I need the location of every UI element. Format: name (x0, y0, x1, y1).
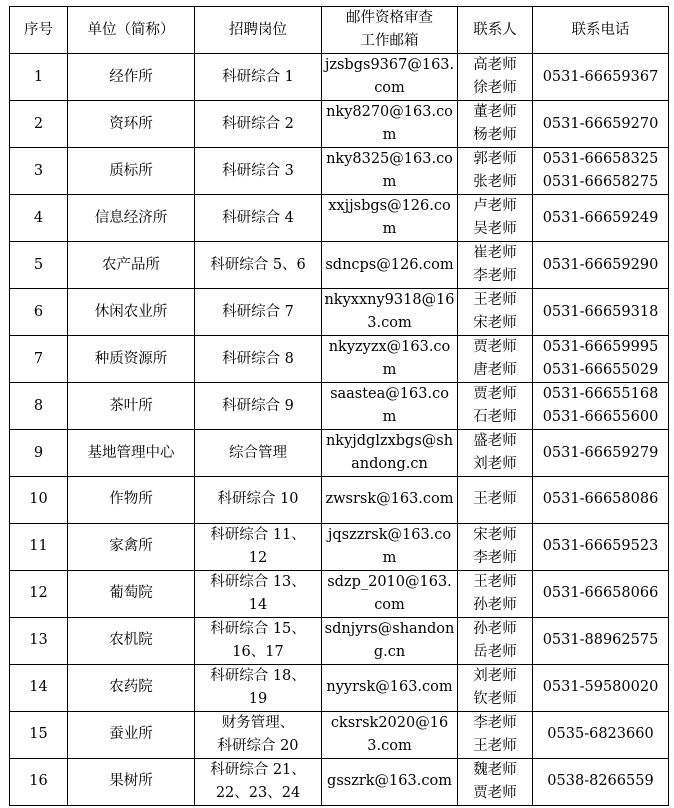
cell-contact: 王老师 孙老师 (458, 570, 533, 617)
cell-position: 科研综合 9 (195, 383, 322, 430)
cell-email: jqszzrsk@163.com (322, 523, 458, 570)
cell-position: 科研综合 8 (195, 336, 322, 383)
cell-number: 8 (10, 383, 68, 430)
table-row (10, 430, 669, 477)
cell-phone: 0531-66659367 (533, 54, 669, 101)
cell-unit: 农药院 (68, 664, 195, 711)
table-row (10, 242, 669, 289)
cell-number: 14 (10, 664, 68, 711)
cell-email: nkyjdglzxbgs@shandong.cn (322, 430, 458, 477)
cell-phone: 0531-66659523 (533, 523, 669, 570)
cell-email: nky8270@163.com (322, 101, 458, 148)
table-row (10, 101, 669, 148)
cell-email: nkyzyzx@163.com (322, 336, 458, 383)
cell-unit: 葡萄院 (68, 570, 195, 617)
cell-position: 科研综合 4 (195, 195, 322, 242)
cell-position: 科研综合 13、 14 (195, 570, 322, 617)
cell-email: sdncps@126.com (322, 242, 458, 289)
cell-number: 10 (10, 477, 68, 524)
cell-contact: 王老师 (458, 477, 533, 524)
cell-position: 综合管理 (195, 430, 322, 477)
cell-email: sdzp_2010@163.com (322, 570, 458, 617)
cell-position: 科研综合 1 (195, 54, 322, 101)
table-row (10, 617, 669, 664)
cell-number: 3 (10, 148, 68, 195)
cell-contact: 魏老师 贾老师 (458, 758, 533, 805)
cell-phone: 0531-66659290 (533, 242, 669, 289)
cell-position: 科研综合 3 (195, 148, 322, 195)
header-email: 邮件资格审查 工作邮箱 (322, 7, 458, 54)
cell-unit: 休闲农业所 (68, 289, 195, 336)
cell-number: 16 (10, 758, 68, 805)
cell-position: 科研综合 21、 22、23、24 (195, 758, 322, 805)
header-contact: 联系人 (458, 7, 533, 54)
cell-phone: 0531-66658066 (533, 570, 669, 617)
cell-unit: 信息经济所 (68, 195, 195, 242)
cell-contact: 刘老师 钦老师 (458, 664, 533, 711)
table-header-row (10, 7, 669, 54)
table-row (10, 477, 669, 524)
table-row (10, 664, 669, 711)
cell-unit: 质标所 (68, 148, 195, 195)
table-row (10, 711, 669, 758)
cell-position: 科研综合 10 (195, 477, 322, 524)
table-row (10, 54, 669, 101)
cell-number: 2 (10, 101, 68, 148)
cell-contact: 高老师 徐老师 (458, 54, 533, 101)
cell-phone: 0531-66659270 (533, 101, 669, 148)
cell-number: 1 (10, 54, 68, 101)
cell-position: 科研综合 2 (195, 101, 322, 148)
table-row (10, 523, 669, 570)
cell-unit: 种质资源所 (68, 336, 195, 383)
cell-position: 科研综合 11、 12 (195, 523, 322, 570)
cell-unit: 基地管理中心 (68, 430, 195, 477)
cell-contact: 盛老师 刘老师 (458, 430, 533, 477)
table-row (10, 289, 669, 336)
cell-phone: 0538-8266559 (533, 758, 669, 805)
cell-phone: 0531-66658325 0531-66658275 (533, 148, 669, 195)
cell-number: 4 (10, 195, 68, 242)
header-unit: 单位（简称） (68, 7, 195, 54)
cell-contact: 王老师 宋老师 (458, 289, 533, 336)
cell-email: nyyrsk@163.com (322, 664, 458, 711)
cell-contact: 贾老师 石老师 (458, 383, 533, 430)
cell-unit: 作物所 (68, 477, 195, 524)
cell-email: cksrsk2020@163.com (322, 711, 458, 758)
cell-position: 科研综合 15、 16、17 (195, 617, 322, 664)
table-row (10, 195, 669, 242)
cell-contact: 李老师 王老师 (458, 711, 533, 758)
cell-phone: 0531-88962575 (533, 617, 669, 664)
cell-email: sdnjyrs@shandong.cn (322, 617, 458, 664)
cell-phone: 0531-66658086 (533, 477, 669, 524)
cell-contact: 董老师 杨老师 (458, 101, 533, 148)
cell-phone: 0531-66659318 (533, 289, 669, 336)
cell-contact: 贾老师 唐老师 (458, 336, 533, 383)
header-number: 序号 (10, 7, 68, 54)
cell-position: 财务管理、 科研综合 20 (195, 711, 322, 758)
cell-unit: 蚕业所 (68, 711, 195, 758)
cell-position: 科研综合 7 (195, 289, 322, 336)
table-row (10, 336, 669, 383)
cell-email: saastea@163.com (322, 383, 458, 430)
cell-email: jzsbgs9367@163.com (322, 54, 458, 101)
cell-number: 13 (10, 617, 68, 664)
table-row (10, 383, 669, 430)
cell-email: nky8325@163.com (322, 148, 458, 195)
cell-number: 7 (10, 336, 68, 383)
cell-number: 6 (10, 289, 68, 336)
table-row (10, 570, 669, 617)
cell-phone: 0531-59580020 (533, 664, 669, 711)
cell-phone: 0531-66659279 (533, 430, 669, 477)
cell-unit: 资环所 (68, 101, 195, 148)
cell-contact: 卢老师 吴老师 (458, 195, 533, 242)
cell-number: 12 (10, 570, 68, 617)
cell-phone: 0531-66659995 0531-66655029 (533, 336, 669, 383)
cell-position: 科研综合 18、 19 (195, 664, 322, 711)
header-position: 招聘岗位 (195, 7, 322, 54)
cell-number: 5 (10, 242, 68, 289)
cell-unit: 茶叶所 (68, 383, 195, 430)
recruitment-contact-table (9, 6, 669, 806)
cell-email: nkyxxny9318@163.com (322, 289, 458, 336)
cell-phone: 0535-6823660 (533, 711, 669, 758)
cell-email: xxjjsbgs@126.com (322, 195, 458, 242)
cell-unit: 农机院 (68, 617, 195, 664)
cell-unit: 农产品所 (68, 242, 195, 289)
cell-contact: 宋老师 李老师 (458, 523, 533, 570)
cell-number: 11 (10, 523, 68, 570)
cell-phone: 0531-66655168 0531-66655600 (533, 383, 669, 430)
cell-position: 科研综合 5、6 (195, 242, 322, 289)
cell-contact: 孙老师 岳老师 (458, 617, 533, 664)
cell-contact: 郭老师 张老师 (458, 148, 533, 195)
cell-email: gsszrk@163.com (322, 758, 458, 805)
table-row (10, 758, 669, 805)
cell-number: 15 (10, 711, 68, 758)
cell-email: zwsrsk@163.com (322, 477, 458, 524)
cell-phone: 0531-66659249 (533, 195, 669, 242)
cell-unit: 果树所 (68, 758, 195, 805)
table-row (10, 148, 669, 195)
cell-number: 9 (10, 430, 68, 477)
cell-contact: 崔老师 李老师 (458, 242, 533, 289)
cell-unit: 家禽所 (68, 523, 195, 570)
cell-unit: 经作所 (68, 54, 195, 101)
header-phone: 联系电话 (533, 7, 669, 54)
